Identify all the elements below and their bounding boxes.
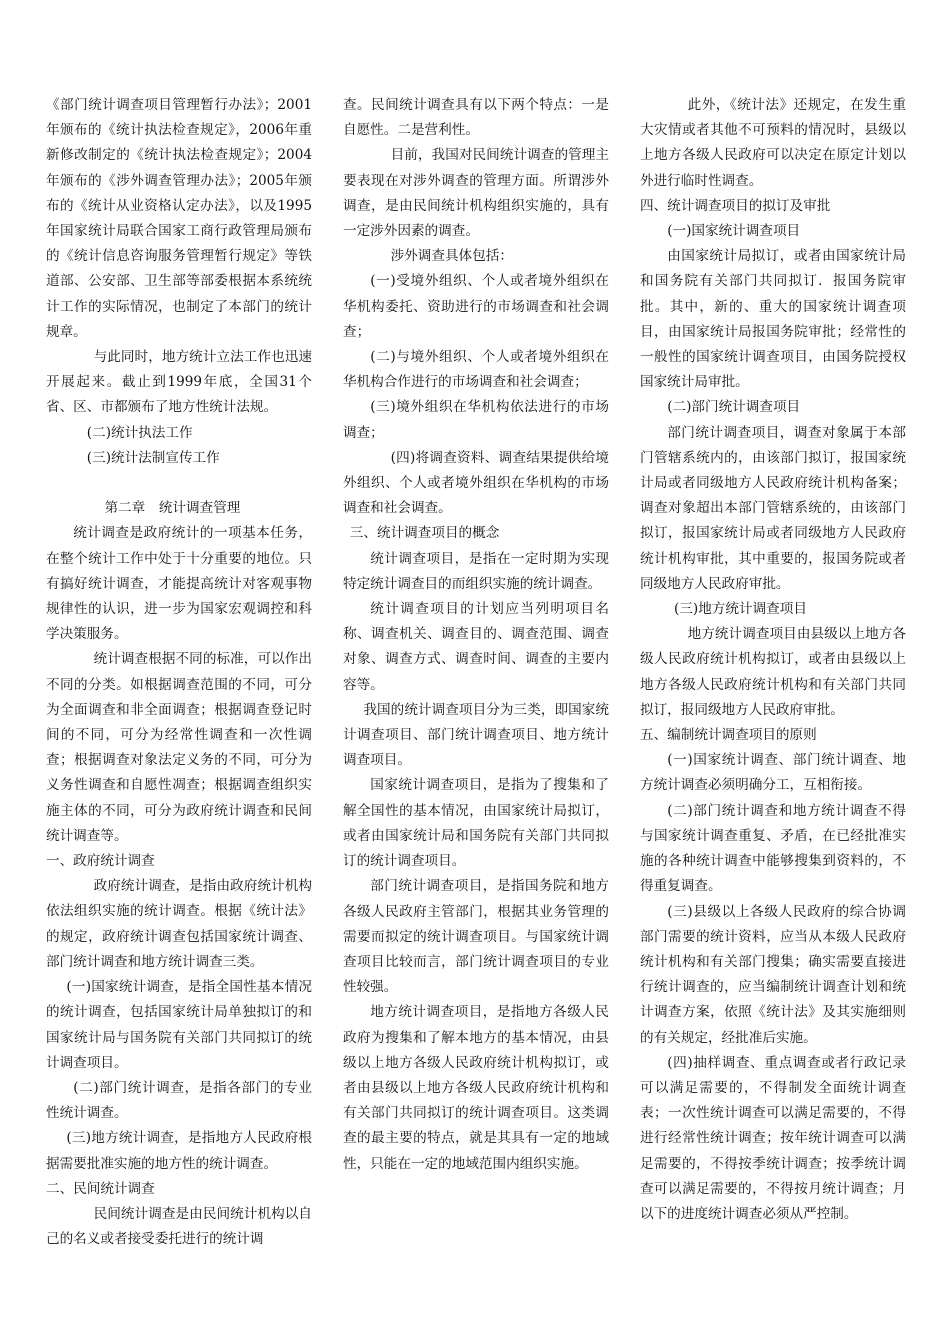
paragraph: 政府统计调查，是指由政府统计机构依法组织实施的统计调查。根据《统计法》的规定，政府统计调查包括国家统计调查、部门统计调查和地方统计调查三类。	[46, 878, 312, 970]
paragraph: (四)抽样调查、重点调查或者行政记录可以满足需要的，不得制发全面统计调查表；一次性统计调查可以满足需要的，不得进行经常性统计调查；按年统计调查可以满足需要的，不得按季统计调查；按季统计调查可以满足需要的，不得按月统计调查；月以下的进度统计调查必须从严控制。	[640, 1054, 906, 1222]
paragraph: 统计调查根据不同的标准，可以作出不同的分类。如根据调查范围的不同，可分为全面调查和非全面调查；根据调查登记时间的不同，可分为经常性调查和一次性调查；根据调查对象法定义务的不同，可分为义务性调查和自愿性凋查；根据调查组织实施主体的不同，可分为政府统计调查和民间统计调查等。	[46, 651, 312, 844]
text-column-right	[640, 93, 906, 1227]
section-heading: 一、政府统计调查	[46, 853, 155, 870]
section-heading: 四、统计调查项目的拟订及审批	[640, 197, 831, 214]
subsection-heading: (一)国家统计调查项目	[667, 223, 801, 240]
list-item: (四)将调查资料、调查结果提供给境外组织、个人或者境外组织在华机构的市场调查和社会调查。	[343, 449, 609, 517]
paragraph: 涉外调查具体包括：	[390, 248, 513, 265]
section-heading: 五、编制统计调查项目的原则	[640, 727, 817, 744]
paragraph: 与此同时，地方统计立法工作也迅速开展起来。截止到1999年底，全国31个省、区、市都颁布了地方性统计法规。	[46, 349, 312, 416]
section-heading: 三、统计调查项目的概念	[349, 525, 500, 542]
paragraph: 部门统计调查项目，调查对象属于本部门管辖系统内的，由该部门拟订，报国家统计局或者同级地方人民政府统计机构备案；调查对象超出本部门管辖系统的，由该部门拟订，报国家统计局或者同级地方人民政府统计机构审批，其中重要的，报国务院或者同级地方人民政府审批。	[640, 424, 906, 592]
blank-line	[46, 471, 312, 496]
paragraph: 统计调查是政府统计的一项基本任务，在整个统计工作中处于十分重要的地位。只有搞好统计调查，才能提高统计对客观事物规律性的认识，进一步为国家宏观调控和科学决策服务。	[46, 525, 312, 643]
paragraph: 统计调查项目，是指在一定时期为实现特定统计调查目的而组织实施的统计调查。	[343, 550, 609, 592]
paragraph: 地方统计调查项目，是指地方各级人民政府为搜集和了解本地方的基本情况，由县级以上地方各级人民政府统计机构拟订，或者由县级以上地方各级人民政府统计机构和有关部门共同拟订的统计调查项目。这类调查的最主要的特点，就是其具有一定的地域性，只能在一定的地域范围内组织实施。	[343, 1004, 609, 1172]
paragraph: 目前，我国对民间统计调查的管理主要表现在对涉外调查的管理方面。所谓涉外调查，是由民间统计机构组织实施的，具有一定涉外因素的调查。	[343, 147, 609, 240]
paragraph: 《部门统计调查项目管理暂行办法》；2001年颁布的《统计执法检查规定》，2006年重新修改制定的《统计执法检查规定》；2004年颁布的《涉外调查管理办法》；2005年颁布的《统计从业资格认定办法》，以及1995年国家统计局联合国家工商行政管理局颁布的《统计信息咨询服务管理暂行规定》等铁道部、公安部、卫生部等部委根据本系统统计工作的实际情况，也制定了本部门的统计规章。	[46, 97, 312, 340]
paragraph: (一)国家统计调查、部门统计调查、地方统计调查必须明确分工，互相衔接。	[640, 752, 906, 794]
list-item: (二)与境外组织、个人或者境外组织在华机构合作进行的市场调查和社会调查；	[343, 349, 609, 391]
subsection-heading: (三)统计法制宣传工作	[86, 449, 220, 466]
paragraph: 地方统计调查项目由县级以上地方各级人民政府统计机构拟订，或者由县级以上地方各级人民政府统计机构和有关部门共同拟订，报同级地方人民政府审批。	[640, 626, 906, 718]
paragraph: (二)部门统计调查，是指各部门的专业性统计调查。	[46, 1079, 312, 1122]
paragraph: 此外，《统计法》还规定，在发生重大灾情或者其他不可预料的情况时，县级以上地方各级人民政府可以决定在原定计划以外进行临时性调查。	[640, 97, 906, 189]
paragraph: (一)国家统计调查，是指全国性基本情况的统计调查，包括国家统计局单独拟订的和国家统计局与国务院有关部门共同拟订的统计调查项目。	[46, 979, 312, 1071]
section-heading: 二、民间统计调查	[46, 1180, 155, 1197]
list-item: (三)境外组织在华机构依法进行的市场调查；	[343, 399, 609, 441]
paragraph: (三)地方统计调查，是指地方人民政府根据需要批准实施的地方性的统计调查。	[46, 1130, 312, 1172]
paragraph: 统计调查项目的计划应当列明项目名称、调查机关、调查目的、调查范围、调查对象、调查方式、调查时间、调查的主要内容等。	[343, 601, 609, 693]
chapter-heading: 第二章 统计调查管理	[104, 500, 241, 517]
list-item: (一)受境外组织、个人或者境外组织在华机构委托、资助进行的市场调查和社会调查；	[343, 273, 609, 340]
paragraph: 部门统计调查项目，是指国务院和地方各级人民政府主管部门，根据其业务管理的需要而拟定的统计调查项目。与国家统计调查项目比较而言，部门统计调查项目的专业性较强。	[343, 878, 609, 996]
subsection-heading: (二)统计执法工作	[86, 424, 193, 441]
text-column-left	[46, 93, 312, 1252]
paragraph: 国家统计调查项目，是指为了搜集和了解全国性的基本情况，由国家统计局拟订，或者由国家统计局和国务院有关部门共同拟订的统计调查项目。	[343, 777, 609, 870]
paragraph: 民间统计调查是由民间统计机构以自己的名义或者接受委托进行的统计调	[46, 1205, 312, 1248]
paragraph: (二)部门统计调查和地方统计调查不得与国家统计调查重复、矛盾，在已经批准实施的各种统计调查中能够搜集到资料的，不得重复调查。	[640, 802, 906, 895]
subsection-heading: (三)地方统计调查项目	[674, 601, 807, 618]
text-column-middle	[343, 93, 609, 1177]
paragraph: (三)县级以上各级人民政府的综合协调部门需要的统计资料，应当从本级人民政府统计机构和有关部门搜集；确实需要直接进行统计调查的，应当编制统计调查计划和统计调查方案，依照《统计法》及其实施细则的有关规定，经批准后实施。	[640, 903, 906, 1046]
paragraph: 由国家统计局拟订，或者由国家统计局和国务院有关部门共同拟订．报国务院审批。其中，新的、重大的国家统计调查项目，由国家统计局报国务院审批；经常性的一般性的国家统计调查项目，由国务院授权国家统计局审批。	[640, 248, 906, 391]
paragraph: 我国的统计调查项目分为三类，即国家统计调查项目、部门统计调查项目、地方统计调查项目。	[343, 701, 609, 769]
subsection-heading: (二)部门统计调查项目	[667, 399, 801, 416]
paragraph: 查。民间统计调查具有以下两个特点：一是自愿性。二是营利性。	[343, 97, 609, 139]
